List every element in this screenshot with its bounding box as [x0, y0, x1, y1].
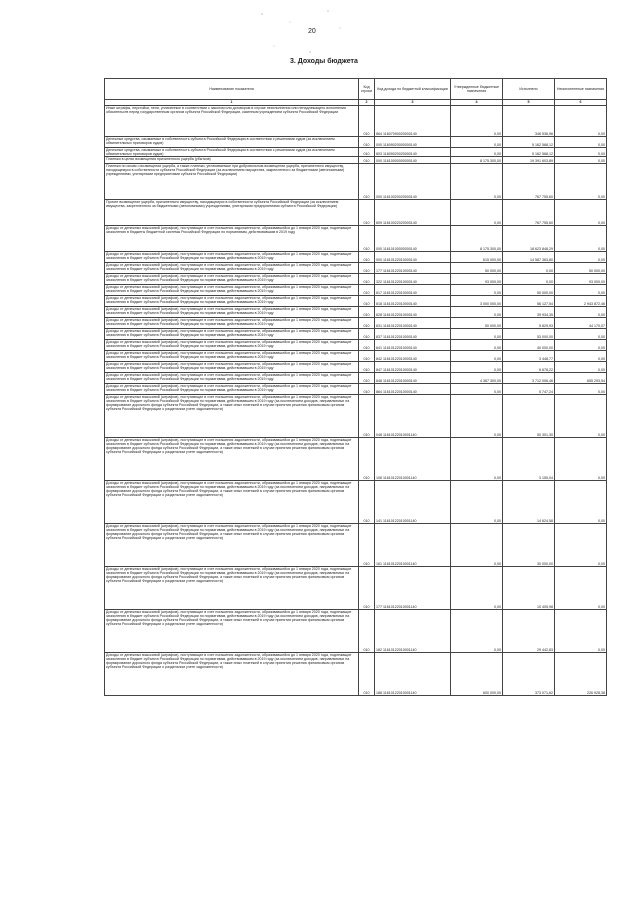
cell-executed: 53 000,00 — [503, 329, 555, 340]
cell-code: 010 — [359, 164, 375, 200]
cell-approved: 0,00 — [451, 610, 503, 653]
cell-unexecuted: 2 943 872,46 — [555, 296, 607, 307]
page-number: 20 — [308, 28, 316, 35]
cell-approved: 0,00 — [451, 148, 503, 157]
cell-code: 010 — [359, 395, 375, 438]
cell-name: Доходы от денежных взысканий (штрафов), поступающие в счет погашения задолженности, образовавшейся до 1 января 2020 года, подлежащие зачислению в бюджет субъекта Российской Федерации по нормативам, действовавшим в 2019 году — [105, 351, 359, 362]
cell-name: Денежные средства, изымаемые в собственность субъекта Российской Федерации в соответствии с решениями судов (за исключением обвинительных приговоров судов) — [105, 148, 359, 157]
cell-executed: 18 623 848,29 — [503, 226, 555, 252]
table-row — [105, 226, 607, 252]
cell-name: Доходы от денежных взысканий (штрафов), поступающие в счет погашения задолженности, образовавшейся до 1 января 2020 года, подлежащие зачислению в бюджет субъекта Российской Федерации по нормативам, действовавшим в 2019 году (за исключением доходов, направляемых на формирование дорожного фонда субъекта Российской Федерации, а также иных платежей в случае принятия решения финансовым органом субъекта Российской Федерации о раздельном учете задолженности) — [105, 524, 359, 567]
cell-unexecuted: 0,00 — [555, 307, 607, 318]
col-number: 6 — [555, 100, 607, 106]
cell-code: 010 — [359, 373, 375, 384]
cell-name: Доходы от денежных взысканий (штрафов), поступающие в счет погашения задолженности, образовавшейся до 1 января 2020 года, подлежащие зачислению в бюджет субъекта Российской Федерации по нормативам, действовавшим в 2019 году — [105, 318, 359, 329]
cell-code: 010 — [359, 384, 375, 395]
cell-unexecuted: 0,00 — [555, 137, 607, 148]
col-number: 2 — [359, 100, 375, 106]
col-number: 5 — [503, 100, 555, 106]
cell-code: 010 — [359, 653, 375, 696]
cell-unexecuted: 0,00 — [555, 148, 607, 157]
table-row — [105, 481, 607, 524]
cell-executed: 39 934,35 — [503, 307, 555, 318]
cell-executed: 346 536,96 — [503, 106, 555, 137]
cell-executed: 30 000,00 — [503, 524, 555, 567]
cell-kbk: 000 11610100000000140 — [375, 226, 451, 252]
cell-executed: 5 162 568,12 — [503, 148, 555, 157]
cell-kbk: 847 11610122010000140 — [375, 362, 451, 373]
cell-code: 010 — [359, 157, 375, 164]
table-row — [105, 438, 607, 481]
col-number: 3 — [375, 100, 451, 106]
cell-executed: 29 442,83 — [503, 610, 555, 653]
table-row — [105, 274, 607, 285]
cell-code: 010 — [359, 362, 375, 373]
cell-approved: 0,00 — [451, 137, 503, 148]
table-row — [105, 653, 607, 696]
cell-name: Денежные средства, изымаемые в собственность субъекта Российской Федерации в соответствии с решениями судов (за исключением обвинительных приговоров судов) — [105, 137, 359, 148]
cell-approved: 50 000,00 — [451, 318, 503, 329]
cell-kbk: 848 11610122010000140 — [375, 373, 451, 384]
cell-name: Прочее возмещение ущерба, причиненного имуществу, находящемуся в собственности субъекта Российской Федерации (за исключением имущества, закрепленного за бюджетными (автономными) учреждениями, унитарными предприятиями субъекта Российской Федерации) — [105, 200, 359, 226]
cell-executed: 40 000,00 — [503, 340, 555, 351]
cell-unexecuted: 0,00 — [555, 567, 607, 610]
cell-kbk: 864 11610122010000140 — [375, 384, 451, 395]
cell-unexecuted: 44 170,07 — [555, 318, 607, 329]
table-row — [105, 610, 607, 653]
cell-unexecuted: 0,00 — [555, 351, 607, 362]
cell-name: Доходы от денежных взысканий (штрафов), поступающие в счет погашения задолженности, образовавшейся до 1 января 2020 года, подлежащие зачислению в бюджет субъекта Российской Федерации по нормативам, действовавшим в 2019 году — [105, 274, 359, 285]
cell-kbk: 161 11610122010001140 — [375, 524, 451, 567]
cell-approved: 93 000,00 — [451, 274, 503, 285]
header-unexecuted: Неисполненные назначения — [555, 79, 607, 100]
cell-approved: 50 000,00 — [451, 263, 503, 274]
table-row — [105, 137, 607, 148]
cell-name: Доходы от денежных взысканий (штрафов), поступающие в счет погашения задолженности, образовавшейся до 1 января 2020 года, подлежащие зачислению в бюджет субъекта Российской Федерации по нормативам, действовавшим в 2019 году (за исключением доходов, направляемых на формирование дорожного фонда субъекта Российской Федерации, а также иных платежей в случае принятия решения финансовым органом субъекта Российской Федерации о раздельном учете задолженности) — [105, 653, 359, 696]
table-row — [105, 148, 607, 157]
cell-kbk: 188 11610122010001140 — [375, 653, 451, 696]
cell-name: Доходы от денежных взысканий (штрафов), поступающие в счет погашения задолженности, образовавшейся до 1 января 2020 года, подлежащие зачислению в бюджеты бюджетной системы Российской Федерации по нормативам, действовавшим в 2019 году — [105, 226, 359, 252]
cell-approved: 0,00 — [451, 307, 503, 318]
cell-executed: 14 624,58 — [503, 481, 555, 524]
cell-code: 010 — [359, 285, 375, 296]
cell-approved: 0,00 — [451, 395, 503, 438]
table-row — [105, 106, 607, 137]
cell-unexecuted: 655 293,54 — [555, 373, 607, 384]
cell-kbk: 000 11609020000000140 — [375, 137, 451, 148]
cell-kbk: 000 11610122010000140 — [375, 252, 451, 263]
cell-unexecuted: 0,00 — [555, 200, 607, 226]
cell-kbk: 803 11609020020000140 — [375, 148, 451, 157]
cell-approved: 0,00 — [451, 384, 503, 395]
table-row — [105, 395, 607, 438]
table-row — [105, 296, 607, 307]
table-row — [105, 567, 607, 610]
cell-name: Иные штрафы, неустойки, пени, уплаченные в соответствии с законом или договором в случае неисполнения или ненадлежащего исполнения обязательств перед государственным органом субъекта Российской Федерации, казенным учреждением субъекта Российской Федерации — [105, 106, 359, 137]
cell-executed: 767 755,60 — [503, 200, 555, 226]
table-row — [105, 362, 607, 373]
table-row — [105, 524, 607, 567]
cell-kbk: 842 11610122010000140 — [375, 351, 451, 362]
table-row — [105, 373, 607, 384]
cell-executed: 5 747,24 — [503, 384, 555, 395]
header-kbk: Код дохода по бюджетной классификации — [375, 79, 451, 100]
cell-kbk: 818 11610122010000140 — [375, 296, 451, 307]
cell-approved: 0,00 — [451, 340, 503, 351]
cell-executed: 50 000,00 — [503, 285, 555, 296]
cell-name: Доходы от денежных взысканий (штрафов), поступающие в счет погашения задолженности, образовавшейся до 1 января 2020 года, подлежащие зачислению в бюджет субъекта Российской Федерации по нормативам, действовавшим в 2019 году — [105, 340, 359, 351]
cell-name: Доходы от денежных взысканий (штрафов), поступающие в счет погашения задолженности, образовавшейся до 1 января 2020 года, подлежащие зачислению в бюджет субъекта Российской Федерации по нормативам, действовавшим в 2019 году — [105, 329, 359, 340]
cell-executed: 19 391 603,89 — [503, 157, 555, 164]
cell-executed: 6 678,22 — [503, 362, 555, 373]
header-name: Наименование показателя — [105, 79, 359, 100]
cell-kbk: 141 11610122010001140 — [375, 481, 451, 524]
cell-code: 010 — [359, 296, 375, 307]
cell-kbk: 048 11610122010001140 — [375, 395, 451, 438]
cell-kbk: 817 11610122010000140 — [375, 285, 451, 296]
cell-kbk: 000 11610020020000140 — [375, 164, 451, 200]
cell-kbk: 841 11610122010000140 — [375, 340, 451, 351]
cell-name: Доходы от денежных взысканий (штрафов), поступающие в счет погашения задолженности, образовавшейся до 1 января 2020 года, подлежащие зачислению в бюджет субъекта Российской Федерации по нормативам, действовавшим в 2019 году — [105, 252, 359, 263]
cell-code: 010 — [359, 524, 375, 567]
cell-approved: 0,00 — [451, 285, 503, 296]
cell-unexecuted: 93 000,00 — [555, 274, 607, 285]
cell-executed: 5 162 568,12 — [503, 137, 555, 148]
cell-approved: 0,00 — [451, 567, 503, 610]
cell-name: Доходы от денежных взысканий (штрафов), поступающие в счет погашения задолженности, образовавшейся до 1 января 2020 года, подлежащие зачислению в бюджет субъекта Российской Федерации по нормативам, действовавшим в 2019 году — [105, 285, 359, 296]
cell-code: 010 — [359, 318, 375, 329]
cell-code: 010 — [359, 200, 375, 226]
cell-unexecuted: 0,00 — [555, 362, 607, 373]
cell-approved: 0,00 — [451, 481, 503, 524]
cell-kbk: 831 11610122010000140 — [375, 318, 451, 329]
cell-unexecuted: 0,00 — [555, 438, 607, 481]
cell-name: Доходы от денежных взысканий (штрафов), поступающие в счет погашения задолженности, образовавшейся до 1 января 2020 года, подлежащие зачислению в бюджет субъекта Российской Федерации по нормативам, действовавшим в 2019 году (за исключением доходов, направляемых на формирование дорожного фонда субъекта Российской Федерации, а также иных платежей в случае принятия решения финансовым органом субъекта Российской Федерации о раздельном учете задолженности) — [105, 610, 359, 653]
cell-unexecuted: 0,00 — [555, 157, 607, 164]
cell-name: Доходы от денежных взысканий (штрафов), поступающие в счет погашения задолженности, образовавшейся до 1 января 2020 года, подлежащие зачислению в бюджет субъекта Российской Федерации по нормативам, действовавшим в 2019 году — [105, 296, 359, 307]
cell-code: 010 — [359, 148, 375, 157]
cell-approved: 0,00 — [451, 362, 503, 373]
cell-executed: 3 448,77 — [503, 351, 555, 362]
cell-kbk: 182 11610122010001140 — [375, 610, 451, 653]
cell-unexecuted: 226 928,38 — [555, 653, 607, 696]
cell-kbk: 828 11610122010000140 — [375, 307, 451, 318]
cell-executed: 50 301,30 — [503, 395, 555, 438]
header-code: Код строки — [359, 79, 375, 100]
cell-approved: 0,00 — [451, 351, 503, 362]
cell-unexecuted: 0,00 — [555, 524, 607, 567]
cell-approved: 0,00 — [451, 200, 503, 226]
cell-unexecuted: 50 000,00 — [555, 263, 607, 274]
cell-unexecuted: 0,00 — [555, 340, 607, 351]
table-row — [105, 329, 607, 340]
cell-name: Платежи по искам о возмещении ущерба, а также платежи, уплачиваемые при добровольном возмещении ущерба, причиненного имуществу, находящемуся в собственности субъекта Российской Федерации (за исключением имущества, закрепленного за бюджетными (автономными) учреждениями, унитарными предприятиями субъекта Российской Федерации) — [105, 164, 359, 200]
cell-approved: 0,00 — [451, 106, 503, 137]
cell-approved: 0,00 — [451, 438, 503, 481]
cell-unexecuted: 0,00 — [555, 481, 607, 524]
cell-executed: 5 829,93 — [503, 318, 555, 329]
cell-unexecuted: 0,00 — [555, 610, 607, 653]
table-row — [105, 340, 607, 351]
col-number: 1 — [105, 100, 359, 106]
table-row — [105, 263, 607, 274]
table-row — [105, 318, 607, 329]
section-title: 3. Доходы бюджета — [290, 58, 358, 65]
table-row — [105, 384, 607, 395]
cell-approved: 0,00 — [451, 524, 503, 567]
cell-unexecuted: 0,00 — [555, 395, 607, 438]
cell-code: 010 — [359, 252, 375, 263]
cell-executed: 3 155,04 — [503, 438, 555, 481]
table-row — [105, 307, 607, 318]
cell-name: Платежи в целях возмещения причиненного ущерба (убытков) — [105, 157, 359, 164]
cell-code: 010 — [359, 438, 375, 481]
cell-executed: 56 127,54 — [503, 296, 555, 307]
table-row — [105, 200, 607, 226]
cell-code: 010 — [359, 137, 375, 148]
cell-kbk: 177 11610122010000140 — [375, 263, 451, 274]
cell-unexecuted: 0,00 — [555, 226, 607, 252]
cell-unexecuted: 0,00 — [555, 329, 607, 340]
cell-approved: 0,00 — [451, 329, 503, 340]
cell-kbk: 864 11607090020000140 — [375, 106, 451, 137]
cell-name: Доходы от денежных взысканий (штрафов), поступающие в счет погашения задолженности, образовавшейся до 1 января 2020 года, подлежащие зачислению в бюджет субъекта Российской Федерации по нормативам, действовавшим в 2019 году (за исключением доходов, направляемых на формирование дорожного фонда субъекта Российской Федерации, а также иных платежей в случае принятия решения финансовым органом субъекта Российской Федерации о раздельном учете задолженности) — [105, 395, 359, 438]
cell-name: Доходы от денежных взысканий (штрафов), поступающие в счет погашения задолженности, образовавшейся до 1 января 2020 года, подлежащие зачислению в бюджет субъекта Российской Федерации по нормативам, действовавшим в 2019 году (за исключением доходов, направляемых на формирование дорожного фонда субъекта Российской Федерации, а также иных платежей в случае принятия решения финансовым органом субъекта Российской Федерации о раздельном учете задолженности) — [105, 567, 359, 610]
cell-code: 010 — [359, 226, 375, 252]
cell-kbk: 177 11610122010001140 — [375, 567, 451, 610]
header-executed: Исполнено — [503, 79, 555, 100]
income-table — [104, 78, 607, 696]
cell-code: 010 — [359, 274, 375, 285]
cell-code: 010 — [359, 329, 375, 340]
cell-approved: 600 000,00 — [451, 653, 503, 696]
cell-code: 010 — [359, 351, 375, 362]
cell-kbk: 000 11610000000000140 — [375, 157, 451, 164]
cell-approved: 8 175 300,00 — [451, 226, 503, 252]
cell-name: Доходы от денежных взысканий (штрафов), поступающие в счет погашения задолженности, образовавшейся до 1 января 2020 года, подлежащие зачислению в бюджет субъекта Российской Федерации по нормативам, действовавшим в 2019 году — [105, 373, 359, 384]
cell-code: 010 — [359, 307, 375, 318]
cell-executed: 0,00 — [503, 274, 555, 285]
cell-unexecuted: 0,00 — [555, 285, 607, 296]
cell-approved: 4 367 300,00 — [451, 373, 503, 384]
cell-unexecuted: 0,00 — [555, 384, 607, 395]
cell-executed: 767 755,60 — [503, 164, 555, 200]
cell-code: 010 — [359, 481, 375, 524]
header-approved: Утвержденные бюджетные назначения — [451, 79, 503, 100]
cell-executed: 373 071,62 — [503, 653, 555, 696]
cell-unexecuted: 0,00 — [555, 106, 607, 137]
table-row — [105, 351, 607, 362]
cell-approved: 8 175 300,00 — [451, 157, 503, 164]
cell-name: Доходы от денежных взысканий (штрафов), поступающие в счет погашения задолженности, образовавшейся до 1 января 2020 года, подлежащие зачислению в бюджет субъекта Российской Федерации по нормативам, действовавшим в 2019 году — [105, 384, 359, 395]
cell-executed: 10 405,98 — [503, 567, 555, 610]
table-row — [105, 157, 607, 164]
cell-executed: 14 587 383,80 — [503, 252, 555, 263]
cell-name: Доходы от денежных взысканий (штрафов), поступающие в счет погашения задолженности, образовавшейся до 1 января 2020 года, подлежащие зачислению в бюджет субъекта Российской Федерации по нормативам, действовавшим в 2019 году (за исключением доходов, направляемых на формирование дорожного фонда субъекта Российской Федерации, а также иных платежей в случае принятия решения финансовым органом субъекта Российской Федерации о раздельном учете задолженности) — [105, 481, 359, 524]
cell-name: Доходы от денежных взысканий (штрафов), поступающие в счет погашения задолженности, образовавшейся до 1 января 2020 года, подлежащие зачислению в бюджет субъекта Российской Федерации по нормативам, действовавшим в 2019 году — [105, 362, 359, 373]
cell-executed: 3 712 006,46 — [503, 373, 555, 384]
table-row — [105, 252, 607, 263]
cell-code: 010 — [359, 340, 375, 351]
cell-code: 010 — [359, 263, 375, 274]
cell-kbk: 809 11610022020000140 — [375, 200, 451, 226]
col-number: 4 — [451, 100, 503, 106]
cell-code: 010 — [359, 106, 375, 137]
cell-code: 010 — [359, 567, 375, 610]
cell-kbk: 106 11610122010001140 — [375, 438, 451, 481]
cell-unexecuted: 0,00 — [555, 252, 607, 263]
cell-name: Доходы от денежных взысканий (штрафов), поступающие в счет погашения задолженности, образовавшейся до 1 января 2020 года, подлежащие зачислению в бюджет субъекта Российской Федерации по нормативам, действовавшим в 2019 году — [105, 263, 359, 274]
cell-code: 010 — [359, 610, 375, 653]
table-row — [105, 164, 607, 200]
cell-kbk: 322 11610122010000140 — [375, 274, 451, 285]
table-header-row — [105, 79, 607, 100]
cell-kbk: 837 11610122010000140 — [375, 329, 451, 340]
cell-name: Доходы от денежных взысканий (штрафов), поступающие в счет погашения задолженности, образовавшейся до 1 января 2020 года, подлежащие зачислению в бюджет субъекта Российской Федерации по нормативам, действовавшим в 2019 году (за исключением доходов, направляемых на формирование дорожного фонда субъекта Российской Федерации, а также иных платежей в случае принятия решения финансовым органом субъекта Российской Федерации о раздельном учете задолженности) — [105, 438, 359, 481]
cell-unexecuted: 0,00 — [555, 164, 607, 200]
cell-name: Доходы от денежных взысканий (штрафов), поступающие в счет погашения задолженности, образовавшейся до 1 января 2020 года, подлежащие зачислению в бюджет субъекта Российской Федерации по нормативам, действовавшим в 2019 году — [105, 307, 359, 318]
table-row — [105, 285, 607, 296]
cell-executed: 0,00 — [503, 263, 555, 274]
cell-approved: 3 000 000,00 — [451, 296, 503, 307]
cell-approved: 0,00 — [451, 164, 503, 200]
cell-approved: 615 000,00 — [451, 252, 503, 263]
